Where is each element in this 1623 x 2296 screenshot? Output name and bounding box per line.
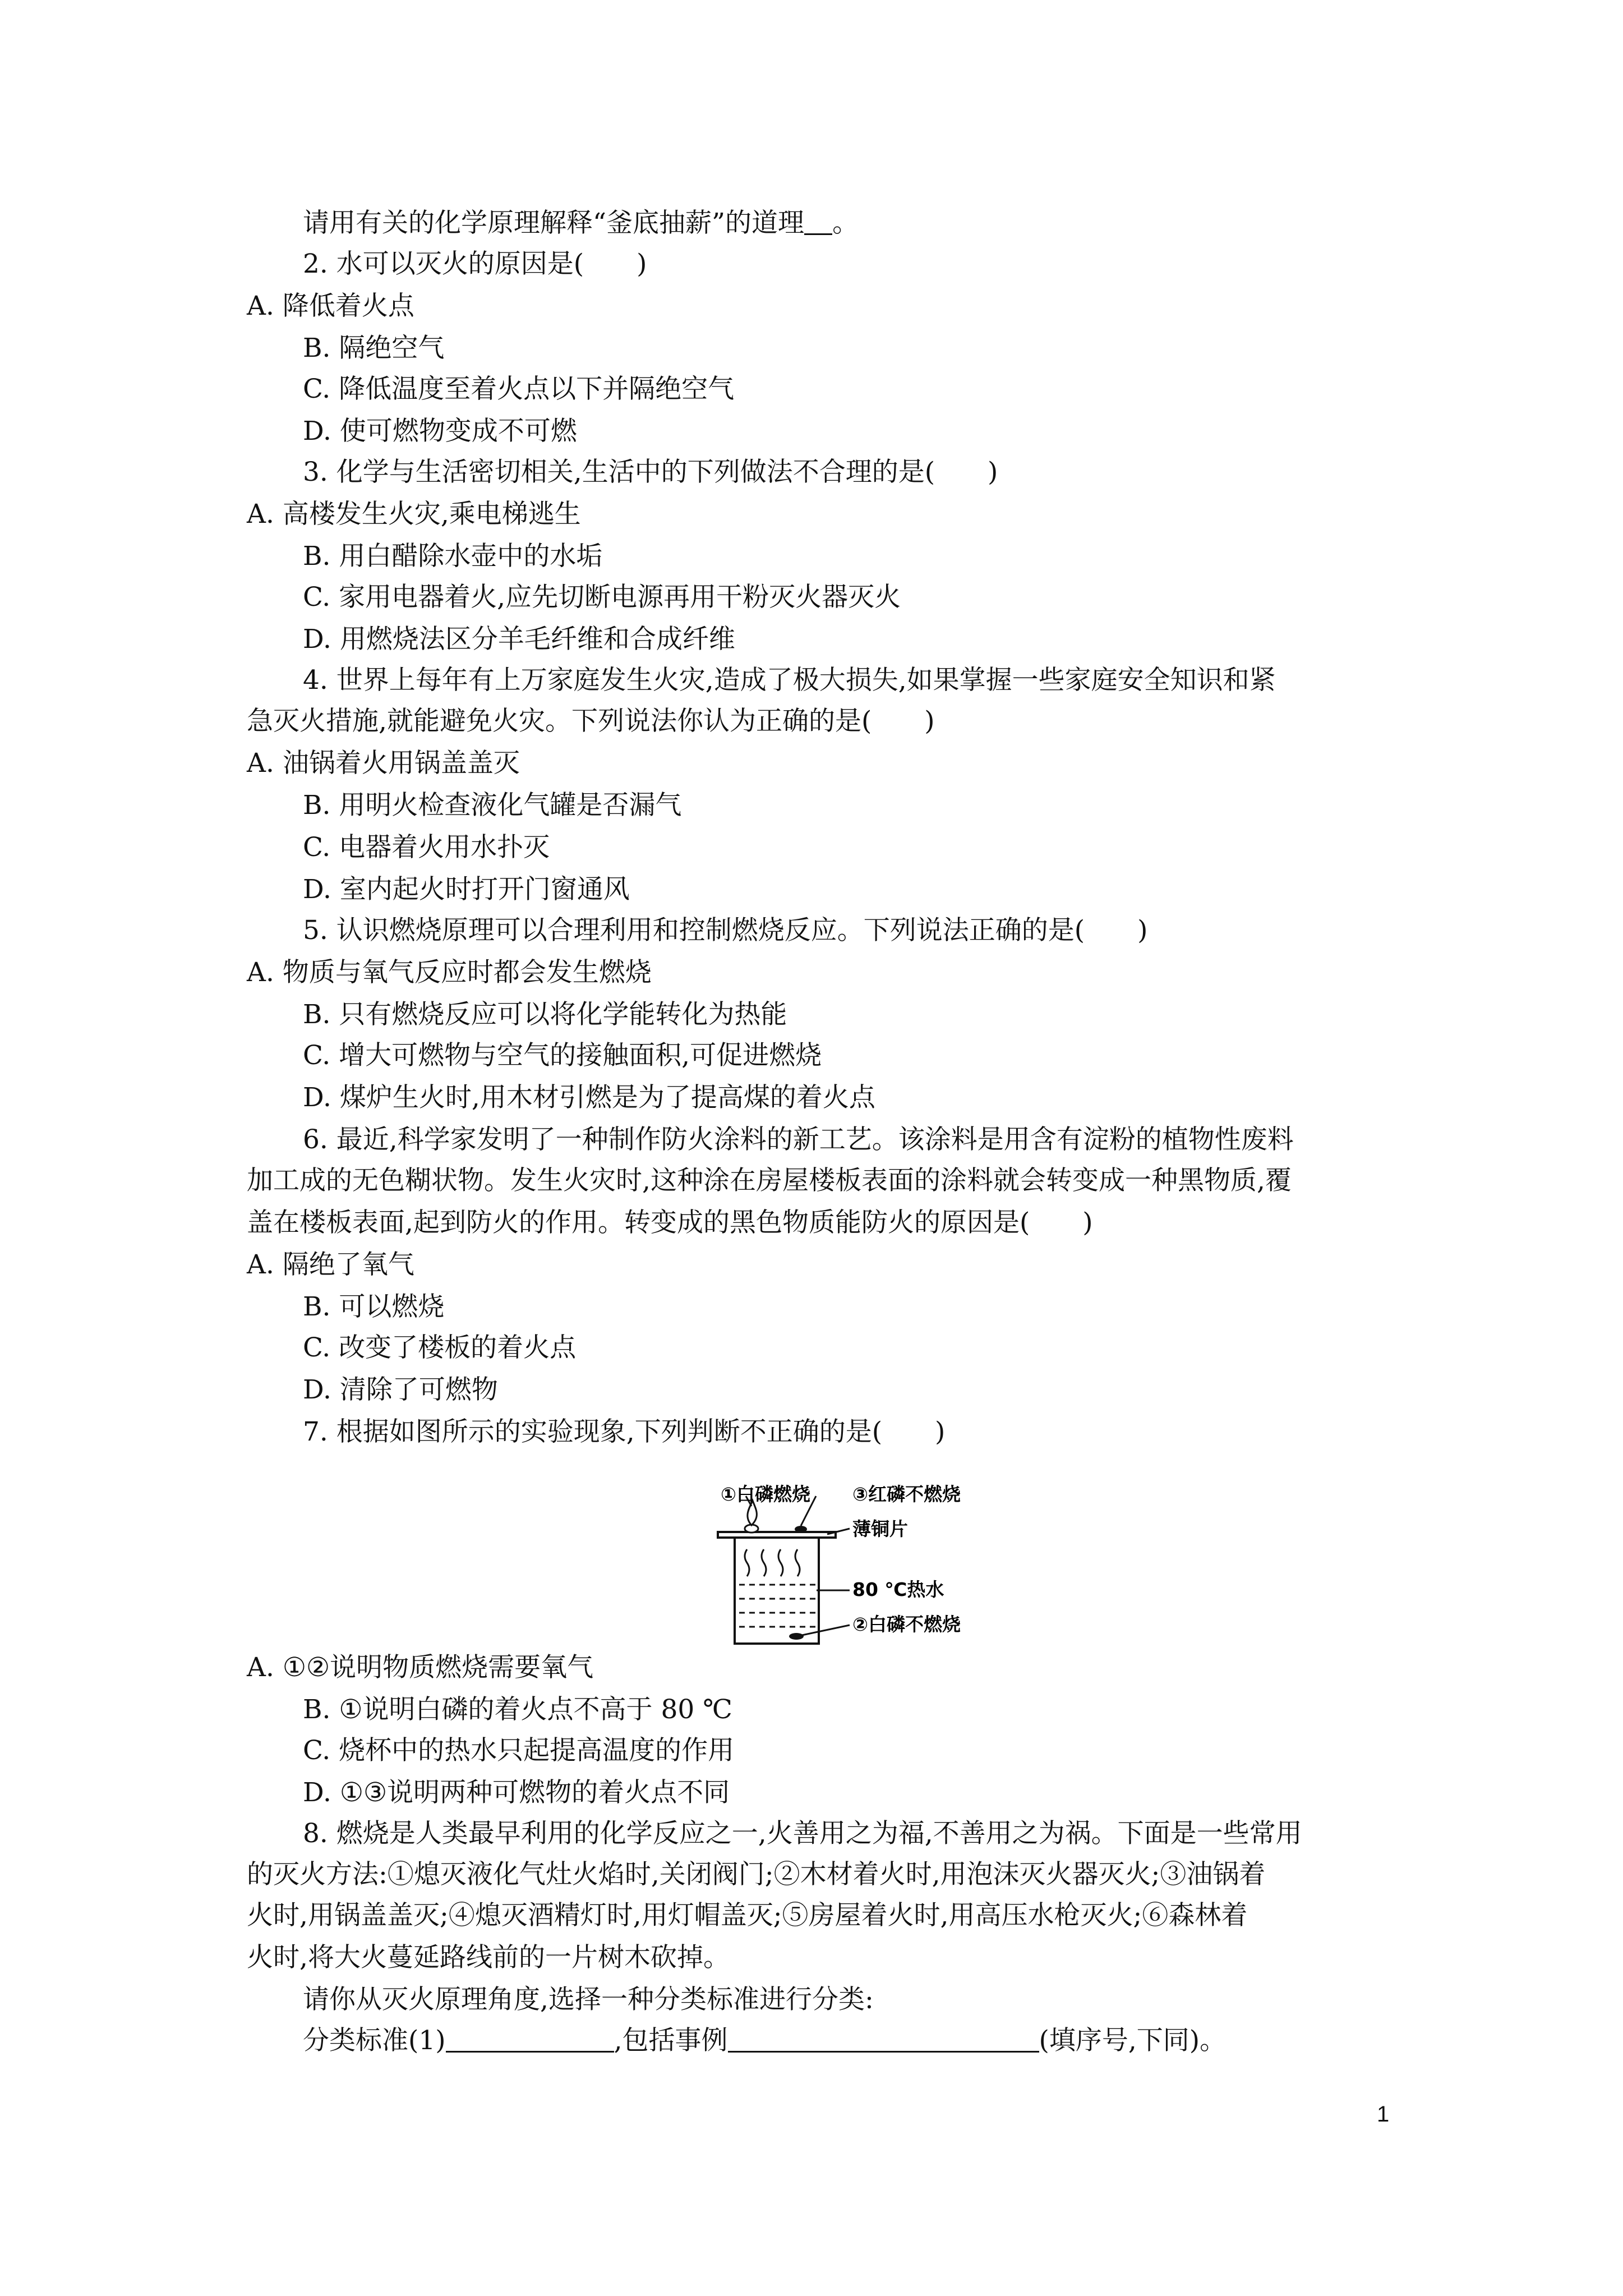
experiment-figure	[712, 1484, 981, 1652]
steam	[745, 1549, 800, 1576]
q7-option-a: A. ①②说明物质燃烧需要氧气	[247, 1652, 594, 1683]
question-8-prompt: 请你从灭火原理角度,选择一种分类标准进行分类:	[303, 1984, 874, 2015]
label-white-not-burn: ②白磷不燃烧	[852, 1613, 961, 1635]
question-4-stem-1: 4. 世界上每年有上万家庭发生火灾,造成了极大损失,如果掌握一些家庭安全知识和紧	[303, 665, 1276, 696]
leader-lines	[746, 1496, 850, 1635]
intro-text: 请用有关的化学原理解释“釜底抽薪”的道理	[303, 208, 805, 238]
q7-option-d: D. ①③说明两种可燃物的着火点不同	[303, 1777, 730, 1808]
standard-blank[interactable]	[446, 2026, 614, 2053]
question-8-stem-4: 火时,将大火蔓延路线前的一片树木砍掉。	[247, 1942, 730, 1973]
copper-plate	[718, 1532, 836, 1538]
label-hot-water: 80 ℃热水	[852, 1579, 944, 1600]
fill-label-examples: ,包括事例	[614, 2025, 728, 2056]
q2-option-a: A. 降低着火点	[247, 291, 414, 321]
red-phosphorus	[795, 1526, 807, 1533]
intro-line	[303, 206, 859, 240]
intro-end: 。	[832, 208, 859, 238]
question-8-stem-2: 的灭火方法:①熄灭液化气灶火焰时,关闭阀门;②木材着火时,用泡沫灭火器灭火;③油锅着	[247, 1859, 1266, 1890]
label-copper: 薄铜片	[852, 1518, 908, 1540]
question-8-fill-line	[303, 2024, 1226, 2058]
question-6-stem-3: 盖在楼板表面,起到防火的作用。转变成的黑色物质能防火的原因是( )	[247, 1207, 1093, 1238]
q4-option-b: B. 用明火检查液化气罐是否漏气	[303, 790, 682, 821]
q5-option-b: B. 只有燃烧反应可以将化学能转化为热能	[303, 999, 787, 1030]
fill-label-standard: 分类标准(1)	[303, 2025, 446, 2056]
page-number: 1	[1377, 2102, 1390, 2127]
q4-option-d: D. 室内起火时打开门窗通风	[303, 874, 630, 905]
q6-option-d: D. 清除了可燃物	[303, 1374, 498, 1405]
q5-option-d: D. 煤炉生火时,用木材引燃是为了提高煤的着火点	[303, 1082, 875, 1113]
hot-water	[739, 1585, 815, 1627]
question-2-stem: 2. 水可以灭火的原因是( )	[303, 249, 647, 279]
q2-option-d: D. 使可燃物变成不可燃	[303, 416, 577, 447]
label-red-not-burn: ③红磷不燃烧	[852, 1484, 961, 1505]
q4-option-a: A. 油锅着火用锅盖盖灭	[247, 748, 520, 779]
beaker	[735, 1537, 819, 1644]
question-8-stem-3: 火时,用锅盖盖灭;④熄灭酒精灯时,用灯帽盖灭;⑤房屋着火时,用高压水枪灭火;⑥森林着	[247, 1900, 1248, 1931]
q5-option-c: C. 增大可燃物与空气的接触面积,可促进燃烧	[303, 1040, 822, 1071]
question-5-stem: 5. 认识燃烧原理可以合理利用和控制燃烧反应。下列说法正确的是( )	[303, 915, 1148, 946]
q7-option-b: B. ①说明白磷的着火点不高于 80 ℃	[303, 1694, 732, 1725]
q3-option-a: A. 高楼发生火灾,乘电梯逃生	[247, 499, 581, 530]
question-6-stem-1: 6. 最近,科学家发明了一种制作防火涂料的新工艺。该涂料是用含有淀粉的植物性废料	[303, 1124, 1294, 1155]
label-white-burn: ①白磷燃烧	[721, 1484, 810, 1505]
q2-option-b: B. 隔绝空气	[303, 333, 445, 364]
q6-option-a: A. 隔绝了氧气	[247, 1249, 414, 1280]
question-6-stem-2: 加工成的无色糊状物。发生火灾时,这种涂在房屋楼板表面的涂料就会转变成一种黑物质,覆	[247, 1165, 1292, 1196]
examples-blank[interactable]	[728, 2026, 1039, 2053]
question-4-stem-2: 急灭火措施,就能避免火灾。下列说法你认为正确的是( )	[247, 706, 935, 737]
q5-option-a: A. 物质与氧气反应时都会发生燃烧	[247, 957, 652, 988]
q3-option-d: D. 用燃烧法区分羊毛纤维和合成纤维	[303, 624, 735, 655]
q2-option-c: C. 降低温度至着火点以下并隔绝空气	[303, 374, 735, 404]
q3-option-b: B. 用白醋除水壶中的水垢	[303, 541, 603, 572]
q4-option-c: C. 电器着火用水扑灭	[303, 832, 550, 863]
question-7-stem: 7. 根据如图所示的实验现象,下列判断不正确的是( )	[303, 1416, 946, 1447]
q3-option-c: C. 家用电器着火,应先切断电源再用干粉灭火器灭火	[303, 582, 901, 613]
white-phosphorus-underwater	[789, 1633, 804, 1640]
answer-blank[interactable]	[804, 209, 832, 235]
q7-option-c: C. 烧杯中的热水只起提高温度的作用	[303, 1735, 735, 1766]
q6-option-b: B. 可以燃烧	[303, 1291, 445, 1322]
question-3-stem: 3. 化学与生活密切相关,生活中的下列做法不合理的是( )	[303, 457, 998, 487]
fill-label-note: (填序号,下同)。	[1039, 2025, 1227, 2056]
q6-option-c: C. 改变了楼板的着火点	[303, 1332, 577, 1363]
question-8-stem-1: 8. 燃烧是人类最早利用的化学反应之一,火善用之为福,不善用之为祸。下面是一些常用	[303, 1818, 1302, 1849]
